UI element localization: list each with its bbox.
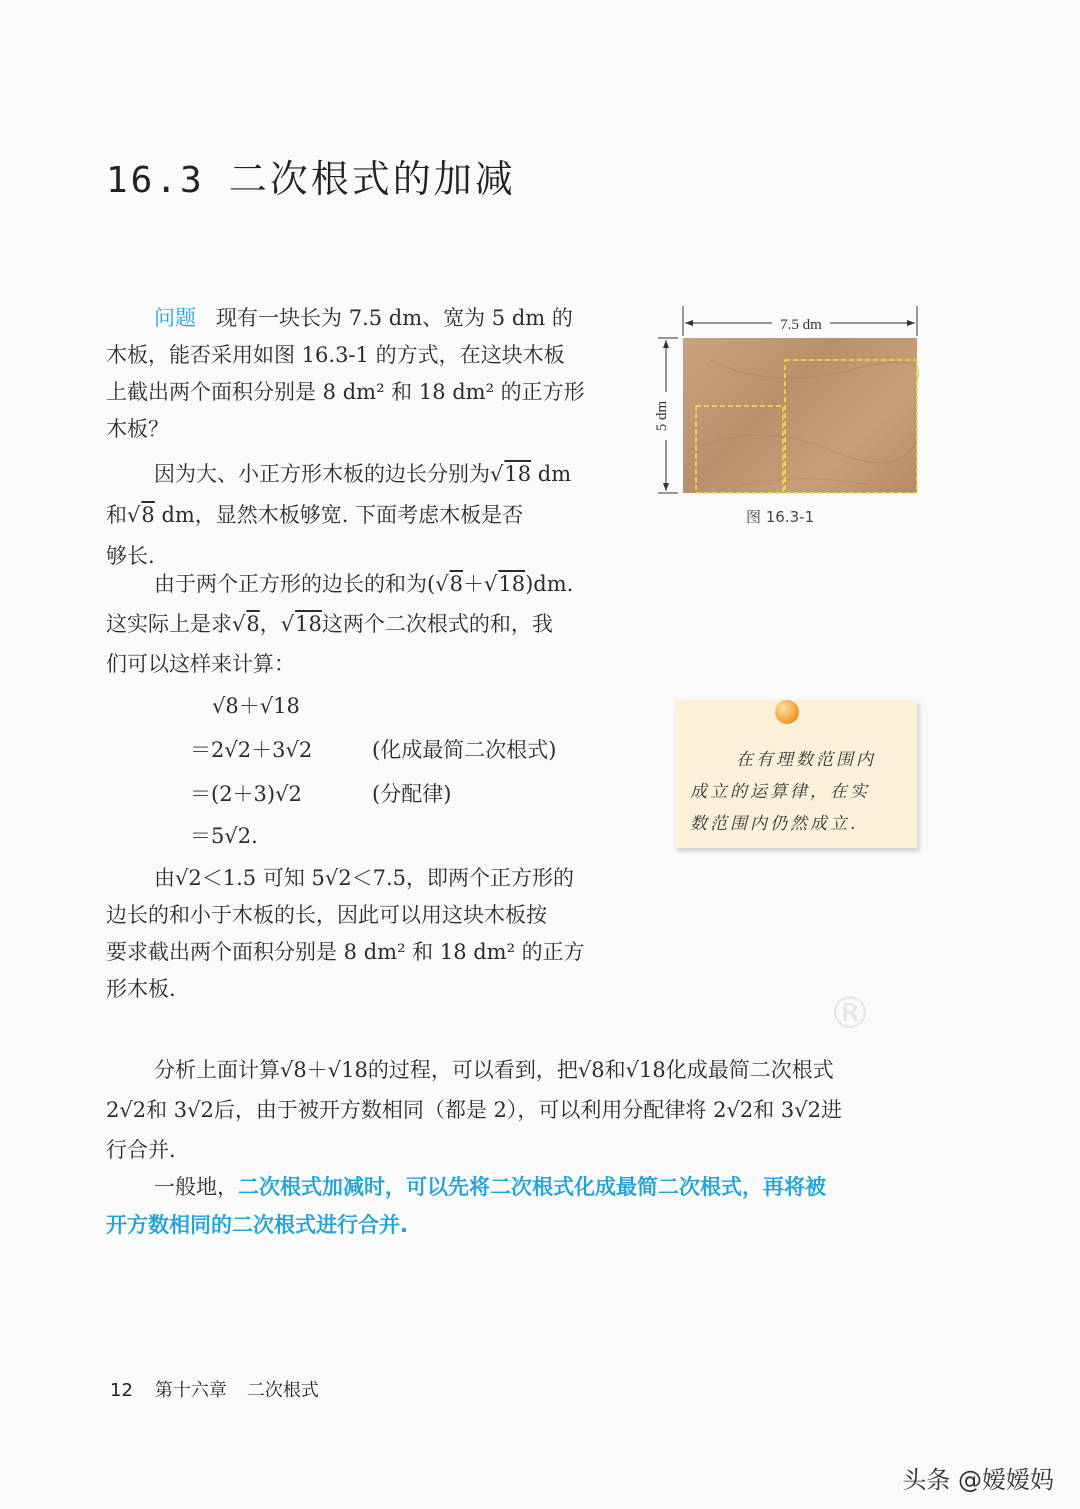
wood-grain [710,360,919,380]
calc-note: (分配律) [372,782,452,806]
problem-line: 现有一块长为 7.5 dm、宽为 5 dm 的 [216,306,573,330]
text-span: )dm. [525,572,574,596]
pin-icon [775,700,799,724]
note-line: 成立的运算律，在实 [690,782,870,802]
text-span: 由于两个正方形的边长的和为( [154,572,436,596]
sqrt-symbol [435,572,448,596]
page-footer [110,1376,319,1402]
radicand: 8 [141,503,155,527]
calc-line: ＝5√2. [190,824,258,848]
sqrt-symbol [232,612,245,636]
text-span: 和 [106,503,127,527]
figure-caption: 图 16.3-1 [746,508,815,526]
calc-line: ＝(2＋3)√2 [190,782,302,806]
rule-text: 开方数相同的二次根式进行合并. [106,1213,408,1237]
paragraph-analysis [106,1050,842,1170]
text-line: 2√2和 3√2后，由于被开方数相同（都是 2），可以利用分配律将 2√2和 3√2进 [106,1098,842,1122]
source-watermark: 头条 @嫒嫒妈 [902,1466,1054,1494]
sqrt-symbol [127,503,140,527]
text-line: 由√2＜1.5 可知 5√2＜7.5，即两个正方形的 [154,866,574,890]
page-number: 12 [110,1380,133,1401]
wood-grain [690,435,917,463]
text-line: 够长. [106,544,155,568]
paragraph-conclusion [106,860,585,1008]
figure-dimension-overlay [650,300,930,505]
calc-note: (化成最简二次根式) [372,738,557,762]
section-title-text: 二次根式的加减 [228,157,516,201]
text-span: ， [259,612,281,636]
sqrt-symbol [490,462,503,486]
registered-mark: ® [828,988,872,1039]
calc-line: √8＋√18 [212,694,300,718]
text-span: 一般地， [154,1175,238,1199]
paragraph-length-check [106,564,573,684]
problem-paragraph [106,300,585,448]
sqrt-symbol [281,612,294,636]
text-span: ＋ [462,572,484,596]
arrow-head [907,320,915,326]
problem-line: 上截出两个面积分别是 8 dm² 和 18 dm² 的正方形 [106,380,585,404]
note-line: 数范围内仍然成立. [690,814,859,834]
calc-line: ＝2√2＋3√2 [190,738,313,762]
radicand: 18 [504,462,532,486]
text-span: 因为大、小正方形木板的边长分别为 [154,462,490,486]
wood-grain [720,479,870,490]
text-span: dm [531,462,572,486]
rule-text: 二次根式加减时，可以先将二次根式化成最简二次根式，再将被 [238,1175,826,1199]
paragraph-rule [106,1168,826,1244]
radicand: 8 [449,572,463,596]
text-line: 们可以这样来计算： [106,652,295,676]
problem-line: 木板，能否采用如图 16.3-1 的方式，在这块木板 [106,343,565,367]
text-line: 要求截出两个面积分别是 8 dm² 和 18 dm² 的正方 [106,940,585,964]
sqrt-symbol [484,572,497,596]
text-span: dm，显然木板够宽. 下面考虑木板是否 [154,503,524,527]
problem-label: 问题 [154,306,196,330]
radicand: 18 [498,572,526,596]
text-line: 边长的和小于木板的长，因此可以用这块木板按 [106,903,547,927]
side-note-text [690,744,876,840]
arrow-head [663,483,669,491]
text-span: 这两个二次根式的和，我 [321,612,553,636]
chapter-title: 二次根式 [246,1380,319,1401]
note-line: 在有理数范围内 [736,750,876,770]
paragraph-width-check [106,454,571,577]
arrow-head [663,340,669,348]
length-label: 7.5 dm [780,317,822,333]
section-number: 16.3 [106,160,205,201]
text-line: 分析上面计算√8＋√18的过程，可以看到，把√8和√18化成最简二次根式 [154,1058,834,1082]
text-line: 行合并. [106,1138,176,1162]
width-label: 5 dm [654,400,670,432]
text-line: 形木板. [106,977,176,1001]
large-square-cut [785,360,917,493]
radicand: 18 [295,612,322,636]
chapter-label: 第十六章 [154,1380,227,1401]
text-span: 这实际上是求 [106,612,232,636]
section-title [106,148,516,203]
radicand: 8 [246,612,260,636]
arrow-head [685,320,693,326]
problem-line: 木板？ [106,417,169,441]
